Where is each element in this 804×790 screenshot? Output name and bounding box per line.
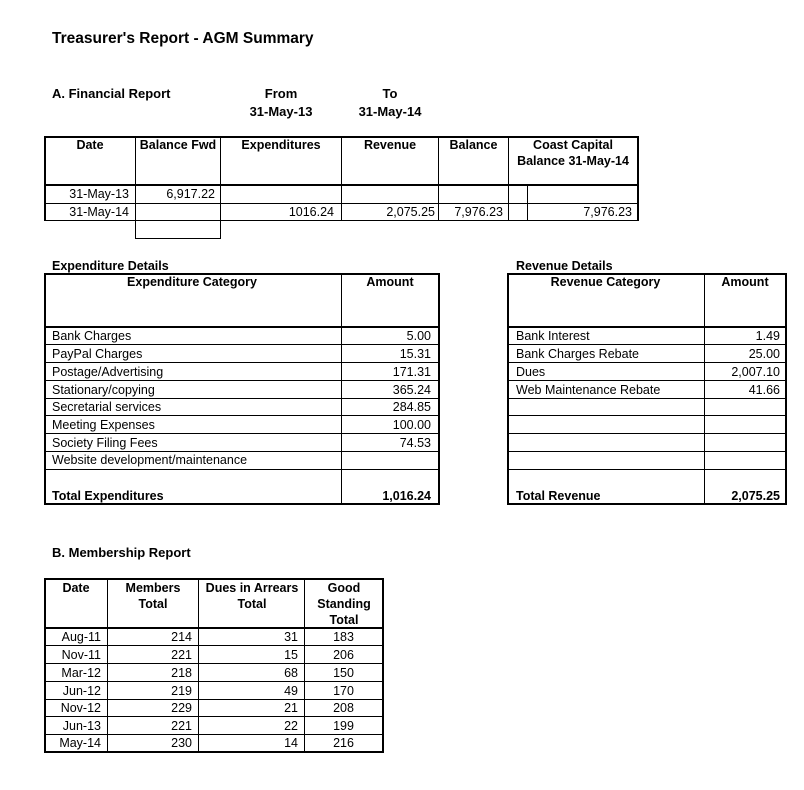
membership-row-arrears: 15 — [284, 648, 298, 662]
expenditure-row-amount: 5.00 — [406, 329, 431, 343]
membership-header-good-standing: Good Standing Total — [317, 581, 371, 627]
revenue-row-category: Bank Interest — [516, 329, 590, 343]
expenditure-row-category: Society Filing Fees — [52, 436, 158, 450]
membership-row-members: 221 — [171, 719, 192, 733]
membership-row-members: 229 — [171, 701, 192, 715]
page-title: Treasurer's Report - AGM Summary — [52, 30, 314, 47]
membership-row-good: 150 — [333, 666, 354, 680]
expenditure-row-amount: 100.00 — [392, 418, 431, 432]
revenue-total-label: Total Revenue — [516, 489, 601, 503]
fin-row2-balance: 7,976.23 — [454, 205, 503, 219]
membership-row-date: Mar-12 — [61, 666, 101, 680]
fin-header-date: Date — [76, 138, 104, 152]
revenue-section-title: Revenue Details — [516, 259, 613, 273]
expenditure-amount-header: Amount — [366, 275, 414, 289]
membership-row-good: 183 — [333, 630, 354, 644]
fin-row2-date: 31-May-14 — [69, 205, 129, 219]
fin-header-coast-capital: Coast Capital Balance 31-May-14 — [517, 138, 629, 168]
membership-row-good: 208 — [333, 701, 354, 715]
fin-header-balance-fwd: Balance Fwd — [139, 138, 217, 152]
fin-header-expenditures: Expenditures — [241, 138, 321, 152]
membership-row-arrears: 14 — [284, 736, 298, 750]
revenue-amount-header: Amount — [721, 275, 769, 289]
expenditure-row-category: Secretarial services — [52, 400, 162, 414]
membership-row-arrears: 68 — [284, 666, 298, 680]
expenditure-row-category: Website development/maintenance — [52, 453, 248, 467]
revenue-row-category: Bank Charges Rebate — [516, 347, 639, 361]
revenue-row-amount: 41.66 — [748, 383, 780, 397]
membership-header-date: Date — [62, 581, 90, 595]
membership-row-members: 214 — [171, 630, 192, 644]
expenditure-row-category: Stationary/copying — [52, 383, 155, 397]
membership-row-members: 219 — [171, 684, 192, 698]
membership-header-arrears: Dues in Arrears Total — [205, 581, 299, 611]
financial-section-title: A. Financial Report — [52, 86, 171, 101]
expenditure-row-category: Meeting Expenses — [52, 418, 155, 432]
membership-row-date: Jun-13 — [62, 719, 101, 733]
revenue-row-category: Dues — [516, 365, 546, 379]
revenue-category-header: Revenue Category — [550, 275, 661, 289]
from-date: 31-May-13 — [249, 104, 313, 119]
fin-row2-coast-capital: 7,976.23 — [583, 205, 632, 219]
from-label: From — [264, 86, 298, 101]
membership-row-good: 199 — [333, 719, 354, 733]
membership-row-members: 230 — [171, 736, 192, 750]
expenditure-category-header: Expenditure Category — [127, 275, 257, 289]
revenue-row-amount: 2,007.10 — [731, 365, 780, 379]
membership-row-date: Jun-12 — [62, 684, 101, 698]
membership-section-title: B. Membership Report — [52, 545, 191, 560]
expenditure-row-amount: 171.31 — [392, 365, 431, 379]
expenditure-total-label: Total Expenditures — [52, 489, 164, 503]
to-date: 31-May-14 — [358, 104, 422, 119]
membership-row-arrears: 31 — [284, 630, 298, 644]
membership-header-members: Members Total — [125, 581, 181, 611]
fin-header-revenue: Revenue — [363, 138, 417, 152]
expenditure-row-amount: 284.85 — [392, 400, 431, 414]
membership-row-good: 170 — [333, 684, 354, 698]
membership-row-date: May-14 — [59, 736, 101, 750]
membership-row-date: Nov-12 — [60, 701, 101, 715]
fin-row1-date: 31-May-13 — [69, 187, 129, 201]
membership-row-members: 221 — [171, 648, 192, 662]
membership-row-members: 218 — [171, 666, 192, 680]
membership-row-arrears: 21 — [284, 701, 298, 715]
revenue-row-amount: 1.49 — [755, 329, 780, 343]
fin-row2-expenditures: 1016.24 — [288, 205, 334, 219]
fin-row1-balance-fwd: 6,917.22 — [166, 187, 215, 201]
membership-row-date: Nov-11 — [61, 648, 101, 662]
revenue-row-category: Web Maintenance Rebate — [516, 383, 661, 397]
to-label: To — [382, 86, 398, 101]
expenditure-row-amount: 365.24 — [392, 383, 431, 397]
expenditure-row-amount: 74.53 — [399, 436, 431, 450]
expenditure-row-category: Bank Charges — [52, 329, 132, 343]
membership-row-arrears: 49 — [284, 684, 298, 698]
membership-row-good: 206 — [333, 648, 354, 662]
membership-row-arrears: 22 — [284, 719, 298, 733]
expenditure-total-amount: 1,016.24 — [382, 489, 431, 503]
revenue-total-amount: 2,075.25 — [731, 489, 780, 503]
fin-header-balance: Balance — [449, 138, 498, 152]
fin-row2-revenue: 2,075.25 — [386, 205, 435, 219]
expenditure-row-category: PayPal Charges — [52, 347, 143, 361]
expenditure-row-category: Postage/Advertising — [52, 365, 164, 379]
revenue-row-amount: 25.00 — [748, 347, 780, 361]
membership-row-good: 216 — [333, 736, 354, 750]
membership-row-date: Aug-11 — [61, 630, 101, 644]
expenditure-row-amount: 15.31 — [399, 347, 431, 361]
expenditure-section-title: Expenditure Details — [52, 259, 169, 273]
